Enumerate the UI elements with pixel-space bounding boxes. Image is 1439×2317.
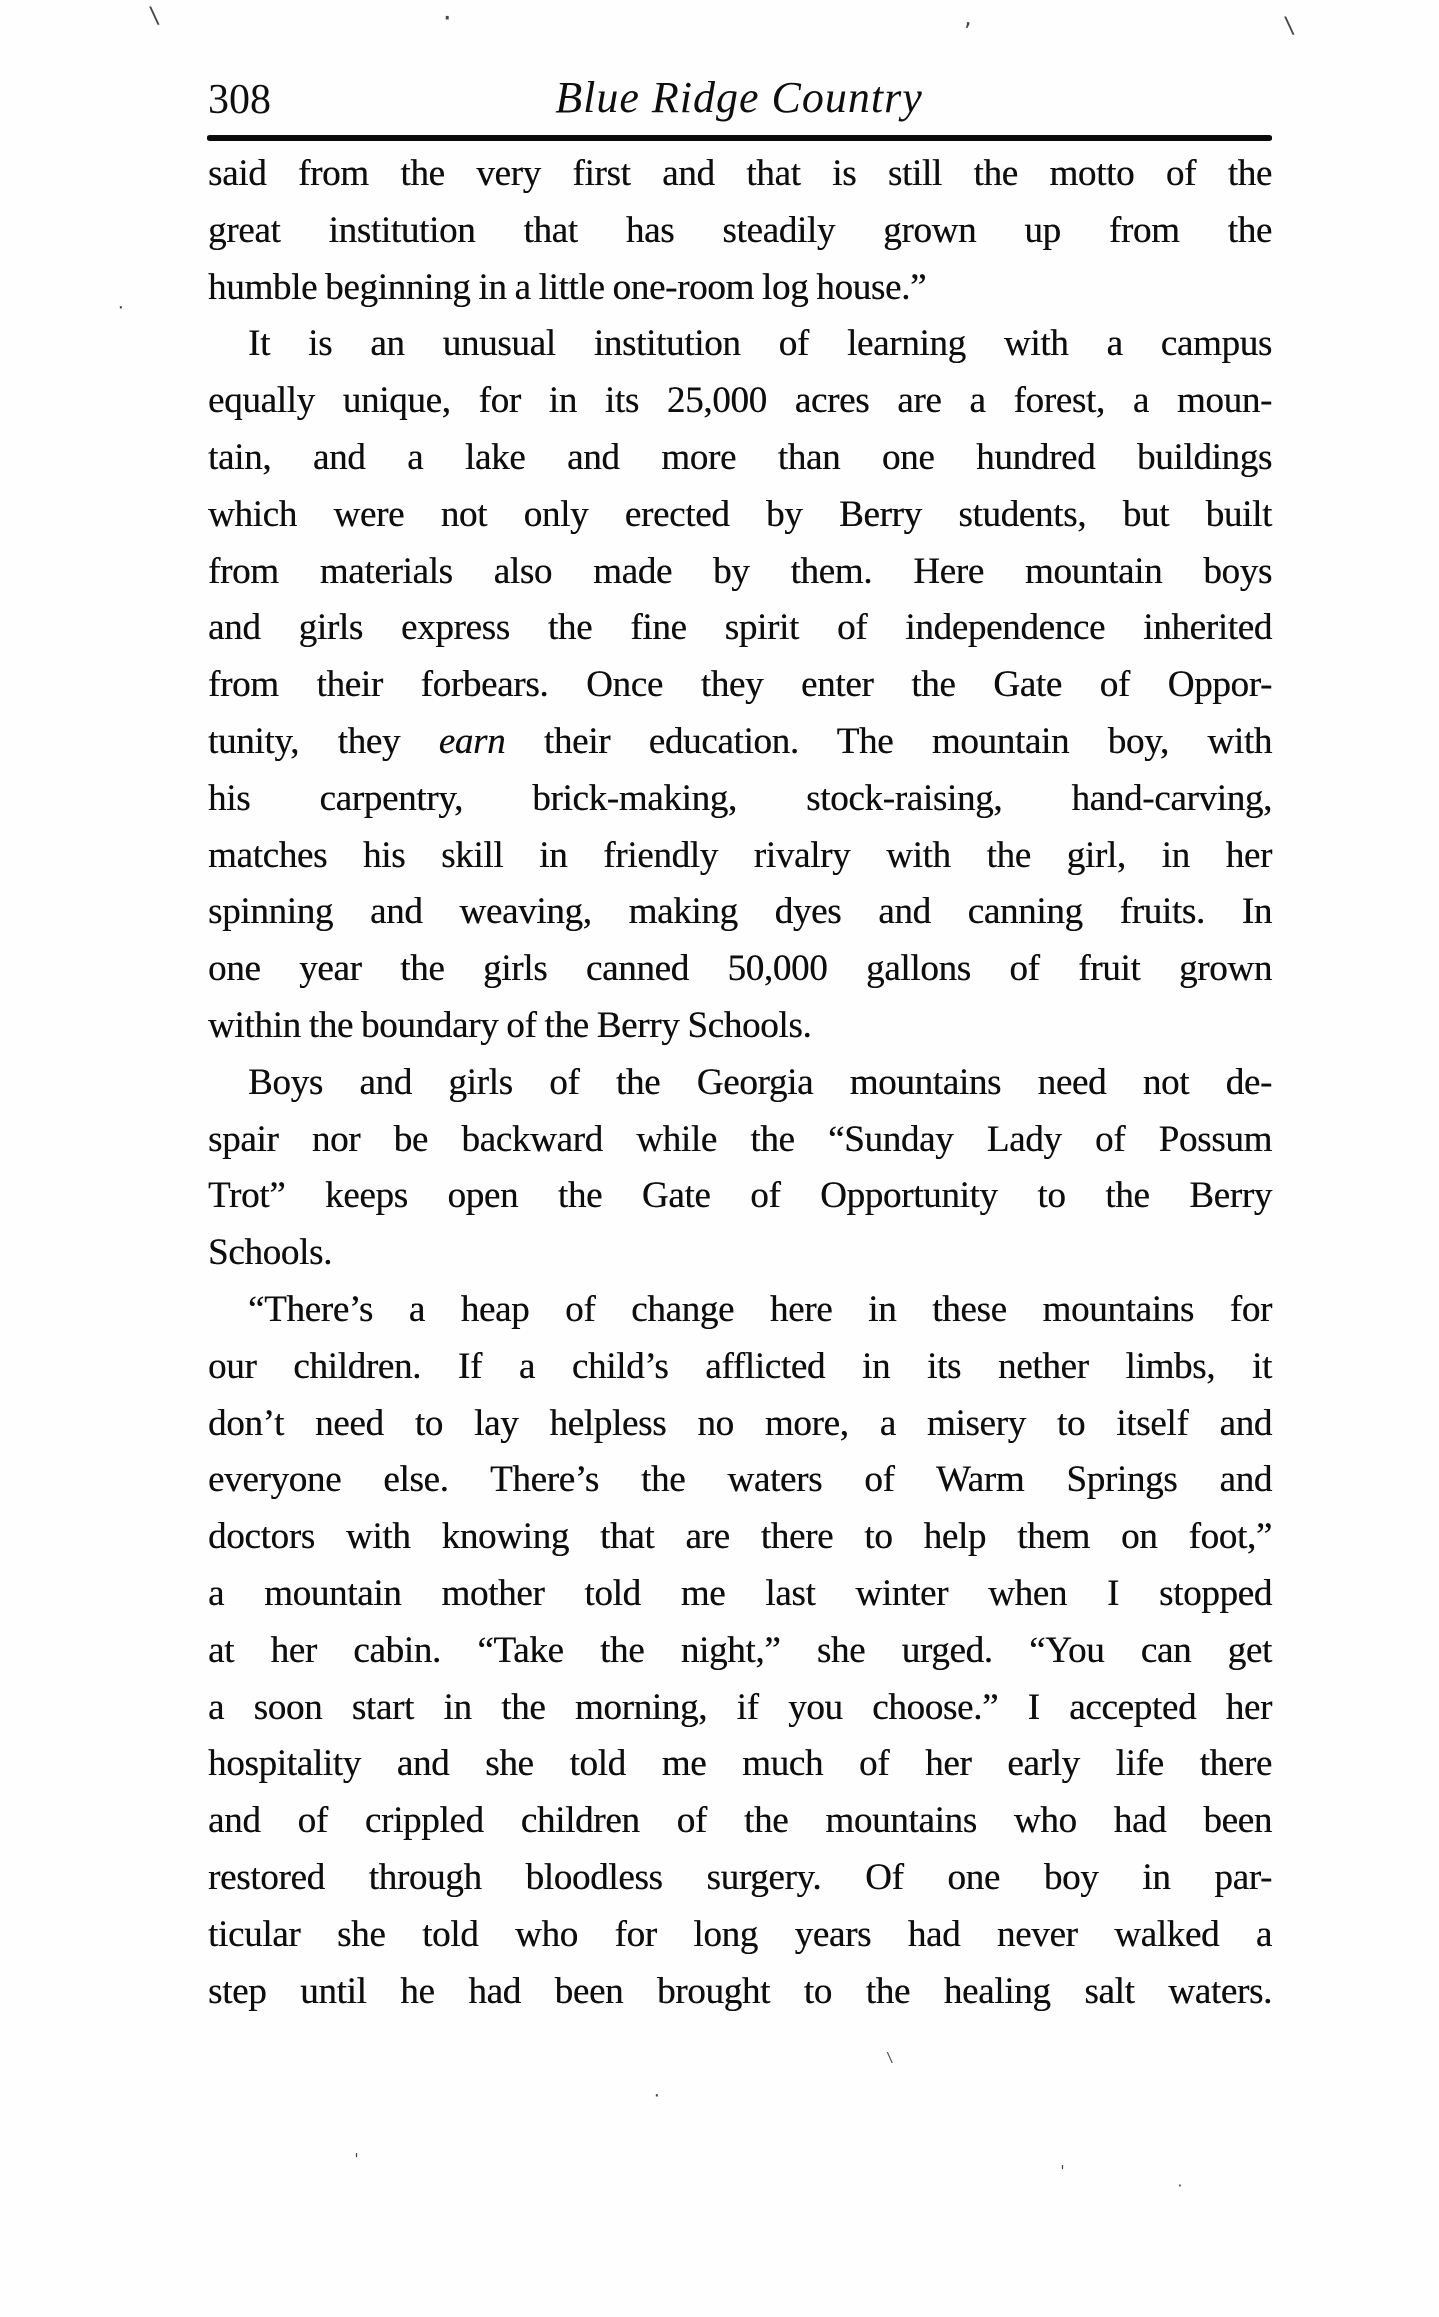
text-segment: great institution that has steadily grown up from the <box>208 209 1272 251</box>
text-segment: hospitality and she told me much of her early life there <box>208 1743 1272 1785</box>
text-segment: from materials also made by them. Here mountain boys <box>208 550 1272 592</box>
scan-speck: · <box>116 298 126 317</box>
text-line <box>208 1112 1272 1169</box>
scan-speck: · <box>652 2086 662 2105</box>
text-line <box>208 260 1272 317</box>
text-segment: said from the very first and that is still the motto of the <box>208 153 1272 194</box>
header-rule <box>207 135 1272 141</box>
text-line <box>208 998 1272 1055</box>
text-segment: “There’s a heap of change here in these mountains for <box>248 1288 1272 1330</box>
text-segment: within the boundary of the Berry Schools. <box>208 1004 812 1046</box>
text-line <box>208 1282 1272 1339</box>
text-segment: spair nor be backward while the “Sunday Lady of Possum <box>208 1118 1272 1160</box>
scan-speck: · <box>440 4 455 32</box>
text-segment: his carpentry, brick-making, stock-raising, hand-carving, <box>208 777 1272 819</box>
text-line <box>208 714 1272 771</box>
text-line <box>208 1339 1272 1396</box>
scan-speck: ' <box>352 2150 362 2168</box>
text-segment: Trot” keeps open the Gate of Opportunity to the Berry <box>208 1175 1272 1217</box>
text-segment: don’t need to lay helpless no more, a misery to itself and <box>208 1402 1272 1444</box>
text-segment: equally unique, for in its 25,000 acres are a forest, a moun- <box>208 380 1272 422</box>
text-line <box>208 771 1272 828</box>
text-line <box>208 430 1272 487</box>
text-segment: their education. The mountain boy, with <box>505 720 1272 762</box>
text-line <box>208 487 1272 544</box>
text-segment: Boys and girls of the Georgia mountains need not de- <box>248 1061 1272 1103</box>
scan-speck: ' <box>1058 2162 1068 2180</box>
scan-speck: \ <box>148 4 162 29</box>
text-segment: at her cabin. “Take the night,” she urged. “You can get <box>208 1629 1272 1671</box>
text-segment: tunity, they <box>208 720 439 762</box>
text-line <box>208 1736 1272 1793</box>
scan-speck: \ <box>1283 14 1297 39</box>
text-segment: ticular she told who for long years had never walked a <box>208 1913 1272 1955</box>
text-segment: tain, and a lake and more than one hundred buildings <box>208 436 1272 478</box>
text-segment: one year the girls canned 50,000 gallons of fruit grown <box>208 948 1272 990</box>
text-line <box>208 1907 1272 1964</box>
text-line <box>208 316 1272 373</box>
scan-speck: \ <box>886 2051 894 2066</box>
text-segment: from their forbears. Once they enter the Gate of Oppor- <box>208 664 1272 706</box>
text-line <box>208 544 1272 601</box>
text-line <box>208 1850 1272 1907</box>
scan-speck: , <box>962 6 975 30</box>
text-line <box>208 1452 1272 1509</box>
text-line <box>208 1623 1272 1680</box>
text-line <box>208 1680 1272 1737</box>
text-segment: restored through bloodless surgery. Of one boy in par- <box>208 1856 1272 1898</box>
text-line <box>208 828 1272 885</box>
text-segment: It is an unusual institution of learning with a campus <box>248 323 1272 365</box>
text-line <box>208 1566 1272 1623</box>
emphasized-word: earn <box>438 720 506 762</box>
scan-speck: · <box>1176 2179 1184 2194</box>
text-line <box>208 1168 1272 1225</box>
text-segment: Schools. <box>208 1232 333 1274</box>
text-line <box>208 1793 1272 1850</box>
text-segment: everyone else. There’s the waters of Warm Springs and <box>208 1459 1272 1501</box>
text-segment: matches his skill in friendly rivalry with the girl, in her <box>208 834 1272 876</box>
text-segment: doctors with knowing that are there to help them on foot,” <box>208 1516 1272 1558</box>
text-segment: a soon start in the morning, if you choose.” I accepted her <box>208 1686 1272 1728</box>
text-line <box>208 941 1272 998</box>
text-line <box>208 1055 1272 1112</box>
text-segment: our children. If a child’s afflicted in its nether limbs, it <box>208 1345 1272 1387</box>
page-body <box>208 146 1272 2020</box>
text-line <box>208 1964 1272 2021</box>
text-line <box>208 146 1272 203</box>
text-segment: spinning and weaving, making dyes and canning fruits. In <box>208 891 1272 933</box>
text-line <box>208 203 1272 260</box>
text-segment: humble beginning in a little one-room log house.” <box>208 266 927 308</box>
page-number: 308 <box>208 77 271 123</box>
text-segment: and of crippled children of the mountains who had been <box>208 1800 1272 1842</box>
text-line <box>208 884 1272 941</box>
text-segment: step until he had been brought to the healing salt waters. <box>208 1970 1272 2012</box>
text-line <box>208 1396 1272 1453</box>
text-line <box>208 600 1272 657</box>
text-segment: a mountain mother told me last winter when I stopped <box>208 1572 1272 1614</box>
text-segment: which were not only erected by Berry students, but built <box>208 493 1272 535</box>
running-title: Blue Ridge Country <box>555 73 923 122</box>
text-line <box>208 1225 1272 1282</box>
text-segment: and girls express the fine spirit of independence inherited <box>208 607 1272 649</box>
text-line <box>208 1509 1272 1566</box>
text-line <box>208 657 1272 714</box>
text-line <box>208 373 1272 430</box>
